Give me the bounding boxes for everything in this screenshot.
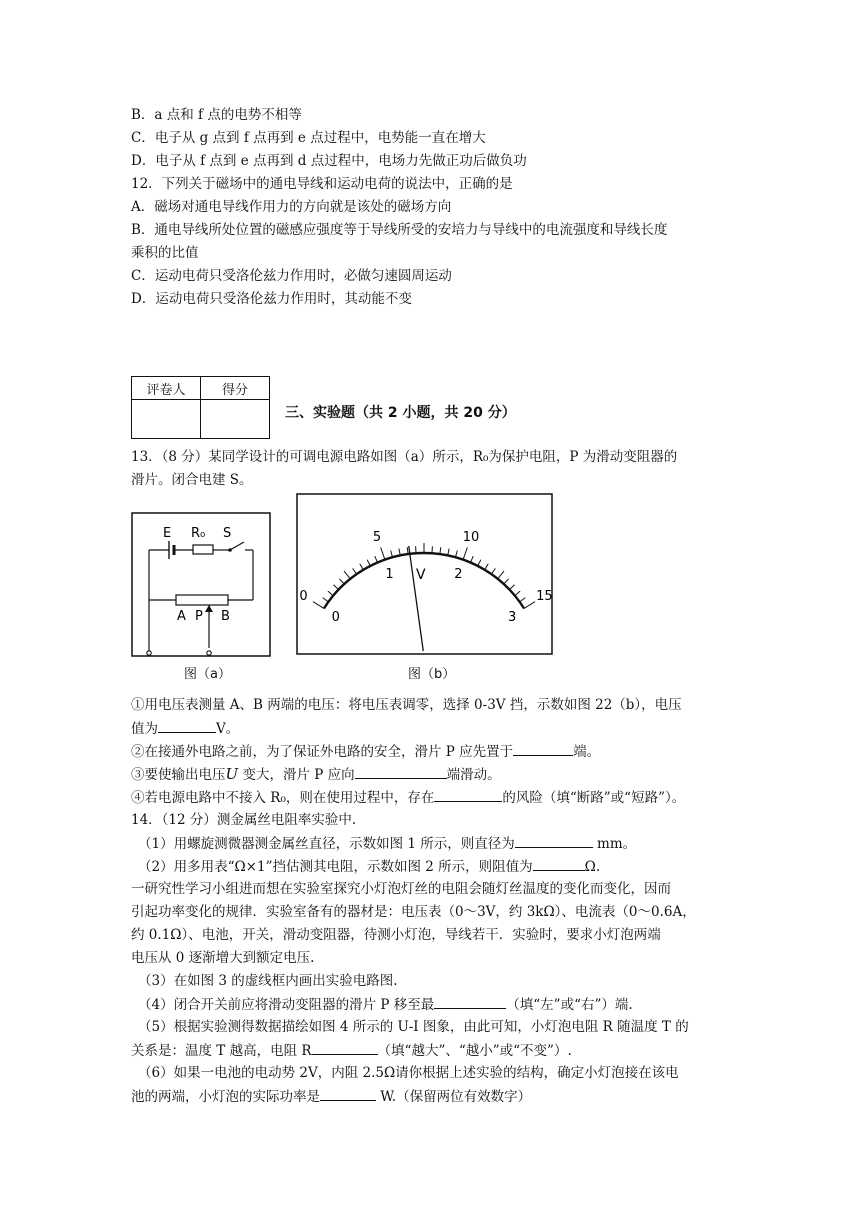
q14-part1 — [138, 834, 636, 853]
label-s: S — [223, 526, 232, 541]
meter-tick — [485, 564, 489, 570]
q14-part2 — [138, 857, 600, 876]
q14-part4 — [138, 995, 633, 1014]
score-cell — [201, 400, 270, 439]
meter-upper-label: 10 — [462, 530, 480, 546]
q13-s2-suffix: 端。 — [573, 744, 601, 760]
symbol-u: U — [225, 765, 239, 783]
q14-part3: （3）在如图 3 的虚线框内画出实验电路图. — [138, 973, 398, 989]
meter-upper-label: 5 — [372, 530, 382, 546]
meter-upper-label: 15 — [536, 588, 553, 604]
q13-s4 — [131, 788, 685, 807]
meter-tick — [323, 598, 329, 602]
answer-blank-left-right[interactable] — [434, 995, 506, 1009]
q14-stem: 14．（12 分）测金属丝电阻率实验中. — [131, 812, 357, 828]
rheostat — [176, 595, 228, 605]
reviewer-cell — [132, 400, 201, 439]
q14-paragraph-line3: 约 0.1Ω）、电池，开关，滑动变阻器，待测小灯泡，导线若干．实验时，要求小灯泡两端 — [131, 927, 661, 943]
answer-blank-resistance[interactable] — [533, 857, 585, 871]
q11-option-d: D．电子从 f 点到 e 点再到 d 点过程中，电场力先做正功后做负功 — [131, 153, 527, 169]
meter-tick — [328, 591, 333, 595]
q13-line1: 13．（8 分）某同学设计的可调电源电路如图（a）所示，R₀为保护电阻，P 为滑动变阻器的 — [131, 449, 678, 465]
reviewer-header: 评卷人 — [132, 377, 201, 400]
output-terminal-left — [147, 651, 151, 655]
answer-blank-trend[interactable] — [312, 1041, 378, 1055]
q13-line2: 滑片。闭合电建 S。 — [131, 472, 253, 488]
figure-b-caption: 图（b） — [408, 667, 456, 682]
q12-option-a: A．磁场对通电导线作用力的方向就是该处的磁场方向 — [131, 199, 452, 215]
q11-option-c: C．电子从 g 点到 f 点再到 e 点过程中，电势能一直在增大 — [131, 130, 486, 146]
q14-part6-suffix: W.（保留两位有效数字） — [376, 1089, 532, 1105]
q14-part5-prefix: 关系是：温度 T 越高，电阻 R — [131, 1043, 312, 1059]
q14-part5-suffix: （填“越大”、“越小”或“不变”）. — [377, 1043, 572, 1059]
answer-blank-voltage[interactable] — [158, 719, 216, 733]
meter-tick — [504, 579, 509, 584]
q12-stem: 12．下列关于磁场中的通电导线和运动电荷的说法中，正确的是 — [131, 176, 513, 192]
q11-option-b: B．a 点和 f 点的电势不相等 — [131, 107, 302, 123]
meter-lower-label: 0 — [331, 609, 340, 625]
answer-blank-risk[interactable] — [434, 788, 502, 802]
q14-part5-line1: （5）根据实验测得数据描绘如图 4 所示的 U-I 图象，由此可知，小灯泡电阻 R 随温度 T 的 — [138, 1019, 689, 1035]
q12-option-b-line1: B．通电导线所处位置的磁感应强度等于导线所受的安培力与导线中的电流强度和导线长度 — [131, 222, 668, 238]
q13-s3 — [131, 765, 501, 784]
meter-tick — [313, 602, 324, 609]
section-title: 三、实验题（共 2 小题，共 20 分） — [285, 405, 516, 421]
label-p: P — [195, 609, 203, 624]
figure-a-caption: 图（a） — [184, 667, 231, 682]
meter-lower-label: 1 — [385, 566, 394, 582]
q13-s1-prefix: 值为 — [131, 721, 158, 737]
meter-tick — [375, 556, 378, 562]
q14-paragraph-line1: 一研究性学习小组进而想在实验室探究小灯泡灯丝的电阻会随灯丝温度的变化而变化，因而 — [131, 881, 671, 897]
resistor-r0 — [193, 545, 213, 554]
q12-option-b-line2: 乘积的比值 — [131, 245, 199, 261]
meter-tick — [478, 560, 481, 566]
score-table — [131, 376, 270, 439]
label-b: B — [221, 609, 230, 624]
q14-part6-prefix: 池的两端，小灯泡的实际功率是 — [131, 1089, 320, 1105]
meter-tick — [524, 602, 535, 609]
answer-blank-direction[interactable] — [355, 765, 447, 779]
q12-option-d: D．运动电荷只受洛伦兹力作用时，其动能不变 — [131, 291, 412, 307]
q13-s3-middle: 变大，滑片 P 应向 — [238, 767, 355, 783]
q14-part6-line2 — [131, 1087, 531, 1106]
q13-s3-suffix: 端滑动。 — [446, 767, 501, 783]
meter-tick — [520, 598, 526, 602]
q12-option-c: C．运动电荷只受洛伦兹力作用时，必做匀速圆周运动 — [131, 268, 452, 284]
label-e: E — [163, 526, 172, 541]
label-a: A — [177, 609, 186, 624]
q14-paragraph-line2: 引起功率变化的规律．实验室备有的器材是：电压表（0～3V，约 3kΩ）、电流表（0～0.6A， — [131, 904, 696, 920]
meter-tick — [339, 579, 344, 584]
meter-tick — [367, 560, 370, 566]
q13-s1-line2 — [131, 719, 239, 738]
meter-tick — [463, 547, 467, 559]
meter-tick — [381, 547, 385, 559]
meter-tick — [509, 585, 514, 590]
meter-tick — [353, 568, 357, 574]
q14-part4-prefix: （4）闭合开关前应将滑动变阻器的滑片 P 移至最 — [138, 997, 435, 1013]
meter-tick — [333, 585, 338, 590]
q14-part2-suffix: Ω. — [584, 859, 601, 875]
meter-lower-label: 3 — [508, 609, 517, 625]
meter-tick — [344, 571, 350, 579]
q13-s1-suffix: V。 — [216, 721, 240, 737]
score-header: 得分 — [201, 377, 270, 400]
meter-tick — [491, 568, 495, 574]
q14-part6-line1: （6）如果一电池的电动势 2V，内阻 2.5Ω请你根据上述实验的结构，确定小灯泡接在该电 — [138, 1065, 679, 1081]
q13-s2-prefix: ②在接通外电路之前，为了保证外电路的安全，滑片 P 应先置于 — [131, 744, 514, 760]
q14-part1-suffix: mm。 — [592, 836, 637, 852]
meter-needle — [409, 546, 424, 651]
meter-tick — [470, 556, 473, 562]
q13-s4-suffix: 的风险（填“断路”或“短路”）。 — [502, 790, 686, 806]
q13-s4-prefix: ④若电源电路中不接入 R₀，则在使用过程中，存在 — [131, 790, 435, 806]
q13-s1-line1: ①用电压表测量 A、B 两端的电压：将电压表调零，选择 0-3V 挡，示数如图 22（b），电压 — [131, 697, 682, 713]
meter-tick — [360, 564, 364, 570]
answer-blank-diameter[interactable] — [515, 834, 593, 848]
meter-upper-label: 0 — [299, 588, 308, 604]
q14-part1-prefix: （1）用螺旋测微器测金属丝直径，示数如图 1 所示，则直径为 — [138, 836, 515, 852]
output-terminal-right — [207, 651, 211, 655]
voltmeter-dial — [296, 493, 553, 656]
meter-unit: V — [416, 567, 426, 583]
meter-tick — [515, 591, 520, 595]
q14-part2-prefix: （2）用多用表“Ω×1”挡估测其电阻，示数如图 2 所示，则阻值为 — [138, 859, 533, 875]
q14-part4-suffix: （填“左”或“右”）端. — [506, 997, 633, 1013]
answer-blank-slider-end[interactable] — [513, 742, 573, 756]
label-r0: R₀ — [191, 526, 206, 541]
q13-s2 — [131, 742, 600, 761]
meter-lower-label: 2 — [454, 566, 463, 582]
circuit-diagram — [131, 512, 271, 662]
answer-blank-power[interactable] — [320, 1087, 376, 1101]
q14-part5-line2 — [131, 1041, 572, 1060]
meter-tick — [498, 571, 504, 579]
q13-s3-prefix: ③要使输出电压 — [131, 767, 226, 783]
q14-paragraph-line4: 电压从 0 逐渐增大到额定电压. — [131, 950, 315, 966]
